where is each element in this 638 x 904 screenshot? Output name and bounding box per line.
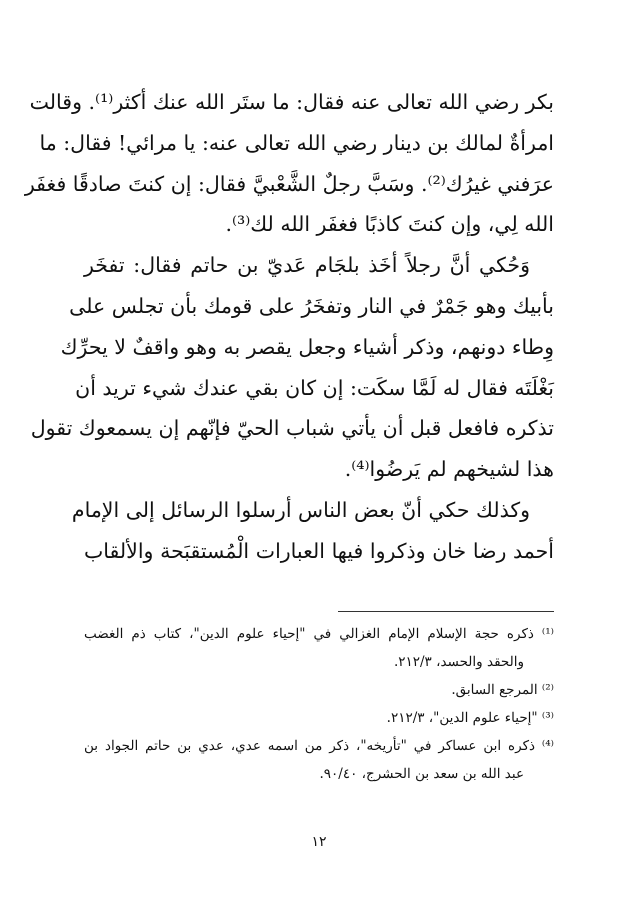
text-line: بأبيك وهو جَمْرٌ في النار وتفخَرُ على قومك بأن تجلس على xyxy=(69,293,554,318)
text-line: عرَفني غيرُك⁽²⁾. وسَبَّ رجلٌ الشَّعْبيَّ فقال: إن كنتَ صادقًا فغفَر xyxy=(24,171,554,196)
footnote-line: والحقد والحسد، ٢١٢/٣. xyxy=(393,654,524,670)
text-line: وَحُكي أنَّ رجلاً أخَذ بلجَام عَديّ بن حاتم فقال: تفخَر xyxy=(84,253,530,278)
text-line: امرأةٌ لمالك بن دينار رضي الله تعالى عنه: يا مرائي! فقال: ما xyxy=(39,130,554,155)
text-line: بَغْلَتَه فقال له لَمَّا سكَت: إن كان بقي عندك شيء تريد أن xyxy=(75,375,554,400)
text-line: هذا لشيخهم لم يَرضُوا⁽⁴⁾. xyxy=(344,457,554,482)
footnotes xyxy=(84,620,554,788)
text-line: وكذلك حكي أنّ بعض الناس أرسلوا الرسائل إلى الإمام xyxy=(71,497,530,522)
footnote-divider xyxy=(338,611,554,612)
page-number: ١٢ xyxy=(311,834,327,850)
footnote-line: ⁽³⁾ "إحياء علوم الدين"، ٢١٢/٣. xyxy=(386,710,554,726)
text-line: بكر رضي الله تعالى عنه فقال: ما ستَر الله عنك أكثر⁽¹⁾. وقالت xyxy=(29,90,554,114)
footnote-line: ⁽¹⁾ ذكره حجة الإسلام الإمام الغزالي في "إحياء علوم الدين"، كتاب ذم الغضب xyxy=(84,626,554,642)
text-line: أحمد رضا خان وذكروا فيها العبارات الْمُستقبَحة والألقاب xyxy=(84,538,554,563)
footnote-line: ⁽⁴⁾ ذكره ابن عساكر في "تأريخه"، ذكر من اسمه عدي، عدي بن حاتم الجواد بن xyxy=(84,738,554,754)
footnote-line: ⁽²⁾ المرجع السابق. xyxy=(451,682,554,698)
text-line: تذكره فافعل قبل أن يأتي شباب الحيّ فإنّهم إن يسمعوك تقول xyxy=(30,416,554,441)
main-text xyxy=(24,82,554,572)
text-line: وِطاء دونهم، وذكر أشياء وجعل يقصر به وهو واقفٌ لا يحرِّك xyxy=(60,334,554,359)
footnote-line: عبد الله بن سعد بن الحشرج، ٩٠/٤٠. xyxy=(319,766,524,782)
text-line: الله لِي، وإن كنتَ كاذبًا فغفَر الله لك⁽³⁾. xyxy=(225,212,554,237)
